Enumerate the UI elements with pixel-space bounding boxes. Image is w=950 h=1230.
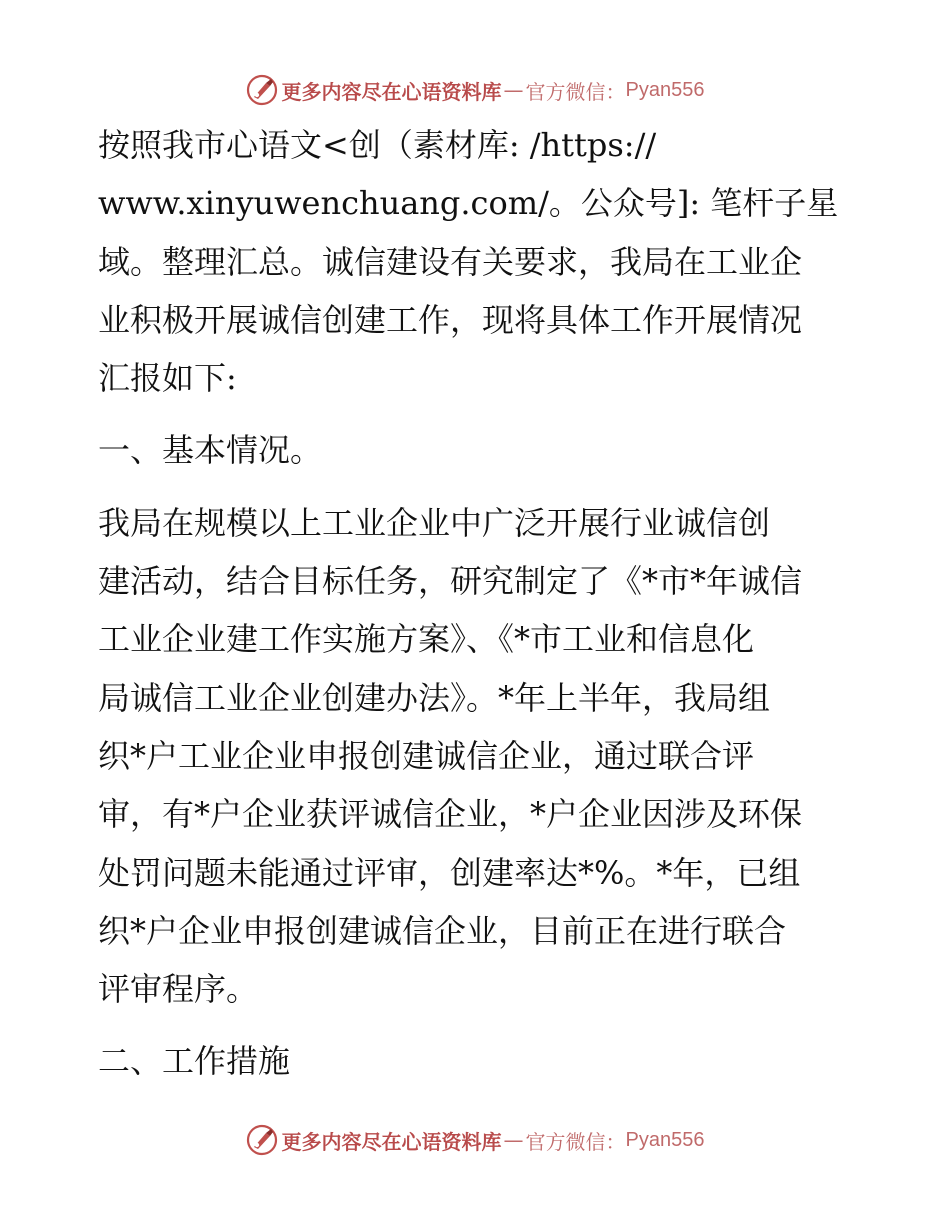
text-line: 我局在规模以上工业企业中广泛开展行业诚信创: [98, 503, 771, 542]
footer-banner: [0, 1120, 950, 1160]
text-line: 汇报如下:: [98, 359, 237, 398]
text-line: 局诚信工业企业创建办法》。*年上半年，我局组: [98, 678, 771, 717]
section1-paragraph: [98, 494, 858, 1019]
text-line: 处罚问题未能通过评审，创建率达*%。*年，已组: [98, 853, 801, 892]
text-line: 按照我市心语文<创（素材库: /https://: [98, 126, 657, 164]
banner-main-text: 更多内容尽在心语资料库: [281, 79, 502, 104]
text-line: 建活动，结合目标任务，研究制定了《*市*年诚信: [98, 562, 803, 601]
banner-main-text: 更多内容尽在心语资料库: [281, 1129, 502, 1154]
banner-wechat-id: Pyan556: [625, 78, 705, 101]
section-heading-2: [98, 1032, 858, 1090]
banner-wechat-id: Pyan556: [625, 1128, 705, 1151]
document-body: [98, 116, 858, 1091]
text-line: 审，有*户企业获评诚信企业，*户企业因涉及环保: [98, 795, 803, 834]
banner-dash: —: [503, 78, 524, 102]
text-line: 域。整理汇总。诚信建设有关要求，我局在工业企: [98, 242, 803, 281]
text-line: 织*户工业企业申报创建诚信企业，通过联合评: [98, 736, 755, 775]
header-banner: [0, 70, 950, 110]
text-line: 业积极开展诚信创建工作，现将具体工作开展情况: [98, 300, 803, 339]
quill-logo-icon: [246, 74, 278, 106]
text-line: 评审程序。: [98, 970, 259, 1009]
quill-logo-icon: [246, 1124, 278, 1156]
intro-paragraph: [98, 116, 858, 407]
banner-wechat-label: 官方微信：: [525, 79, 626, 104]
text-line: 工业企业建工作实施方案》、《*市工业和信息化: [98, 620, 755, 659]
banner-wechat-label: 官方微信：: [525, 1129, 626, 1154]
heading-text: 一、基本情况。: [98, 431, 323, 470]
section-heading-1: [98, 421, 858, 479]
text-line: 织*户企业申报创建诚信企业，目前正在进行联合: [98, 911, 787, 950]
heading-text: 二、工作措施: [98, 1042, 291, 1081]
banner-dash: —: [503, 1128, 524, 1152]
text-line: www.xinyuwenchuang.com/。公众号]: 笔杆子星: [98, 184, 839, 223]
